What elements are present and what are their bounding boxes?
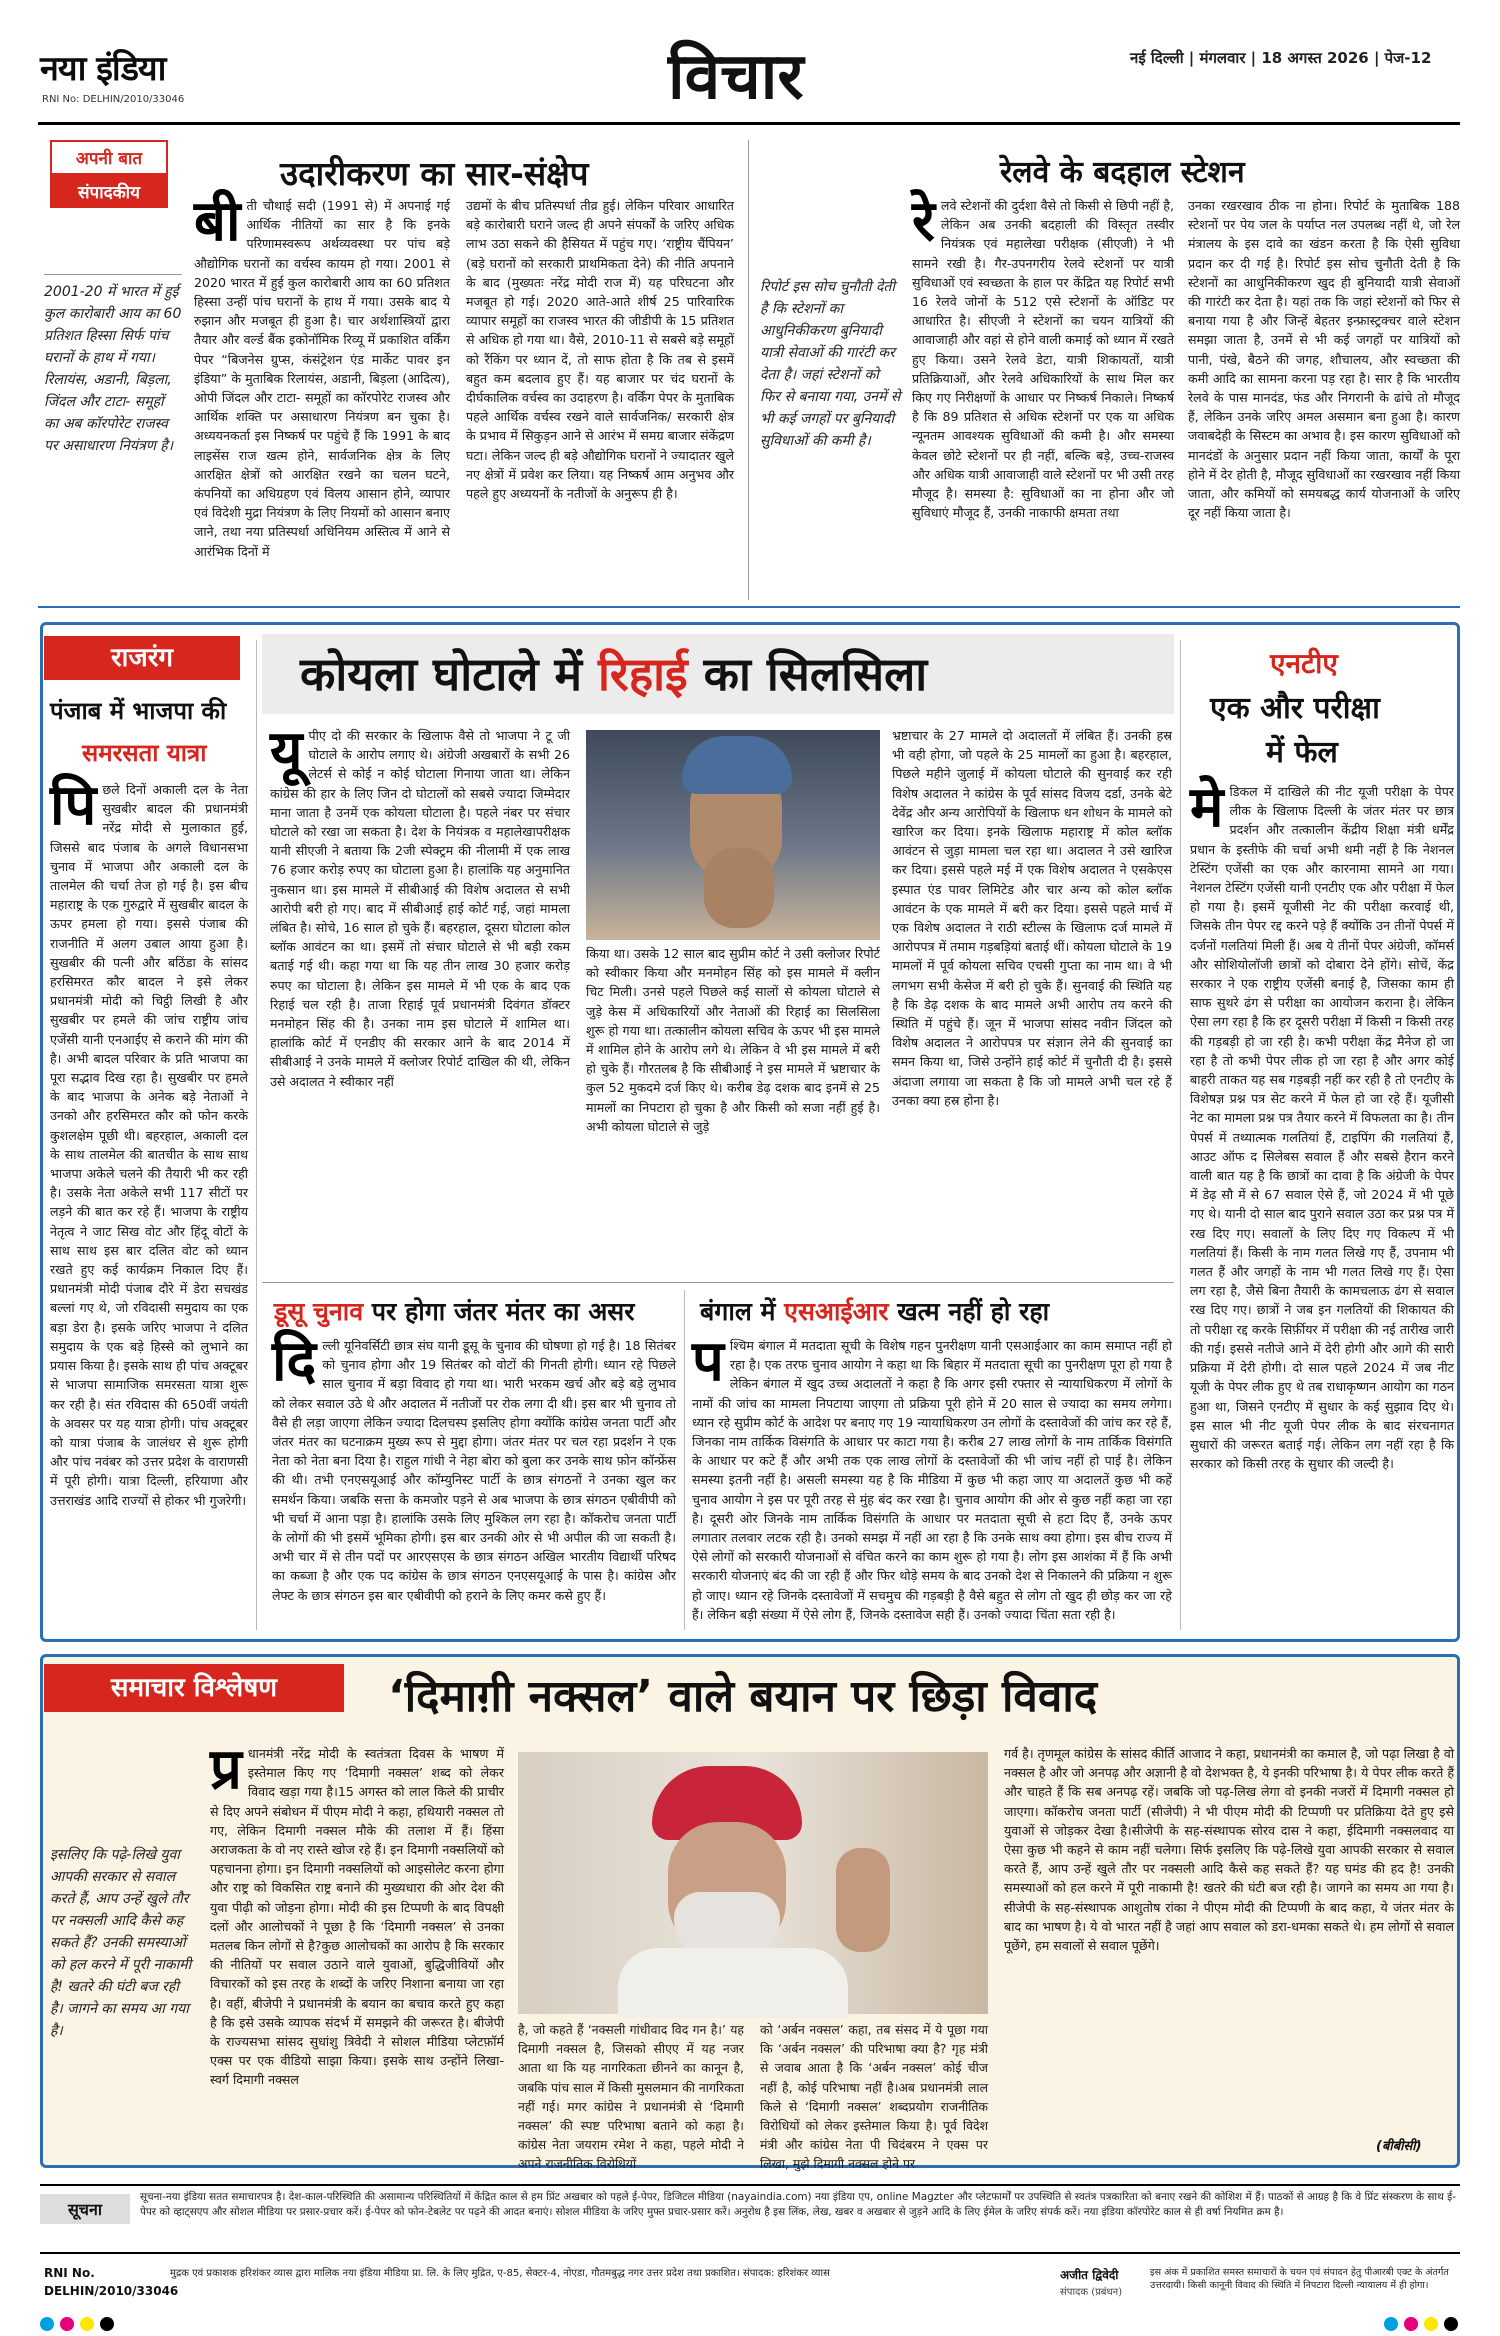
imprint-rni-label: RNI No.	[44, 2266, 95, 2280]
coal-headline	[300, 642, 927, 704]
railway-column-1: रेलवे स्टेशनों की दुर्दशा वैसे तो किसी से छिपी नहीं है, लेकिन अब उनकी बदहाली की विस्तृत तस्वीर नियंत्रक एवं महालेखा परीक्षक (सीएजी) ने भी सामने रखी है। गैर-उपनगरीय रेलवे स्टेशनों पर यात्री सुविधाओं एवं स्वच्छता के हाल पर केंद्रित यह रिपोर्ट सभी 16 रेलवे जोनों के 512 एसे स्टेशनों के ऑडिट पर आधारित है। सीएजी ने स्टेशनों का चयन यात्रियों की आवाजाही और वहां से होने वाली कमाई को ध्यान में रखते हुए किया। उसने रेलवे डेटा, यात्री शिकायतों, यात्री प्रतिक्रियाओं, और रेलवे अधिकारियों के साथ मिल कर किए गए निरीक्षणों के आधार पर निष्कर्ष निकाले। निष्कर्ष है कि 89 प्रतिशत से अधिक स्टेशनों पर एक या अधिक न्यूनतम आवश्यक सुविधाओं की कमी है। और समस्या केवल छोटे स्टेशनों पर ही नहीं, बल्कि बड़े, उच्च-राजस्व और अधिक यात्री आवाजाही वाले स्टेशनों पर भी उसी तरह मौजूद है। समस्या है: सुविधाओं का ना होना और जो सुविधाएं मौजूद हैं, उनकी नाकाफी क्षमता तथा	[912, 189, 1174, 521]
tag-sampadakiya: संपादकीय	[50, 175, 168, 208]
notice-text: सूचना-नया इंडिया सतत समाचारपत्र है। देश-काल-परिस्थिति की असामान्य परिस्थितियों में केंद्रित काल से हम प्रिंट अखबार को पहले ई-पेपर, डिजिटल मीडिया (nayaindia.com) नया इंडिया एप, online Magzter और प्लेटफार्मों पर उपस्थिति से स्वतंत्र पत्रकारिता को बनाए रखने की कोशिश में हैं। पाठकों से आग्रह है कि वे प्रिंट संस्करण के साथ ई-पेपर को व्हाट्सएप और सोशल मीडिया पर प्रसार-प्रचार करें। ई-पेपर को फोन-टेबलेट पर पढ़ने की आदत बनाएं। सोशल मीडिया के जरिए मुफ्त प्रचार-प्रसार करें। अनुरोध है इस लिंक, लेख, खबर व अखबार से जुड़ने आदि के लिए ईमेल के जरिए संपर्क करें। नया इंडिया कॉरपोरेट काल से ही वर्षा नियमित क्रम है।	[140, 2191, 1456, 2218]
railway-column-2: उनका रखरखाव ठीक ना होना। रिपोर्ट के मुताबिक 188 स्टेशनों पर पेय जल के पर्याप्त नल उपलब्ध नहीं थे, जो रेल मंत्रालय के इस दावे का खंडन करता है कि ऐसी सुविधा प्रदान कर दी गई है। रिपोर्ट इस सोच चुनौती देती है कि स्टेशनों का आधुनिकीकरण खुद ही बुनियादी यात्री सेवाओं की गारंटी कर देता है। यहां तक कि जहां स्टेशनों को फिर से बनाया गया है और जिन्हें बेहतर इन्फ्रास्ट्रक्चर वाले स्टेशन समझा जाता है, उनमें से भी कई जगहों पर यात्रियों को पानी, पंखे, बैठने की जगह, शौचालय, और स्वच्छता की कमी आदि का सामना करना पड़ रहा है। सार है कि भारतीय रेलवे के पास मानदंड, फंड और निगरानी के ढांचे तो मौजूद हैं, लेकिन उनके जरिए अमल असमान बना हुआ है। कारण जवाबदेही के सिस्टम का अभाव है। इस कारण सुविधाओं को मानदंडों के अनुसार प्रदान नहीं किया जाता, कार्यों के पूरा होने में देर होती है, मौजूद सुविधाओं का रखरखाव नहीं किया जाता, और कमियों को समयबद्ध कार्य योजनाओं के जरिए दूर नहीं किया जाता है।	[1188, 198, 1460, 521]
coal-bottom-rule	[262, 1282, 1174, 1283]
editorial-pull-quote: 2001-20 में भारत में हुई कुल कारोबारी आय का 60 प्रतिशत हिस्सा सिर्फ पांच घरानों के हाथ में गया। रिलायंस, अडानी, बिड़ला, जिंदल और टाटा- समूहों का अब कॉरपोरेट राजस्व पर असाधारण नियंत्रण है।	[44, 274, 182, 457]
editorial-column-2: उद्यमों के बीच प्रतिस्पर्धा तीव्र हुई। लेकिन परिवार आधारित बड़े कारोबारी घराने जल्द ही अपने संपर्कों के जरिए अधिक लाभ उठा सकने की हैसियत में पहुंच गए। ‘राष्ट्रीय चैंपियन’ (बड़े घरानों को सरकारी प्राथमिकता देने) की नीति अपनाने के बाद (मुख्यतः नरेंद्र मोदी राज में) यह परिघटना और मजबूत हो गई। 2020 आते-आते शीर्ष 25 पारिवारिक व्यापार समूहों का राजस्व भारत की जीडीपी के 15 प्रतिशत से अधिक हो गया था। वैसे, 2010-11 से सबसे बड़े समूहों को रैंकिंग पर ध्यान दें, तो साफ होता है कि तब से इसमें बहुत कम बदलाव हुए हैं। यह बाजार पर चंद घरानों के दीर्घकालिक वर्चस्व का उदाहरण है। वर्किंग पेपर के मुताबिक पहले आर्थिक वर्चस्व रखने वाले सार्वजनिक/ सरकारी क्षेत्र के प्रभाव में सिकुड़न आने से आरंभ में समग्र बाजार संकेंद्रण घटा। लेकिन जल्द ही बड़े औद्योगिक घरानों ने ज्यादातर खुले नए क्षेत्रों में प्रवेश कर लिया। यह निष्कर्ष आम अनुभव और पहले हुए अध्ययनों के नतीजों के अनुरूप ही है।	[466, 198, 734, 502]
dusu-headline	[274, 1294, 634, 1328]
imprint-bar	[40, 2260, 1460, 2312]
photo-hand	[836, 1848, 890, 1952]
section-title: विचार	[668, 40, 804, 114]
rajrang-body: पिछले दिनों अकाली दल के नेता सुखबीर बादल की प्रधानमंत्री नरेंद्र मोदी से मुलाकात हुई, जिससे बाद पंजाब के अगले विधानसभा चुनाव में भाजपा और अकाली दल के तालमेल की चर्चा तेज हो गई है। इस बीच महाराष्ट्र के एक गुरुद्वारे में सुखबीर बादल के ऊपर हमला हो गया। इससे पंजाब की राजनीति में अलग उबाल आया हुआ है। सुखबीर की पत्नी और बठिंडा के सांसद हरसिमरत कौर बादल ने इसे लेकर प्रधानमंत्री मोदी को चिट्ठी लिखी है और सुखबीर पर हमले की जांच राष्ट्रीय जांच एजेंसी यानी एनआईए से कराने की मांग की है। अभी बादल परिवार के प्रति भाजपा का पूरा सद्भाव दिख रहा है। सुखबीर पर हमले के बाद भाजपा के अनेक बड़े नेताओं ने उनको और हरसिमरत कौर को फोन करके कुशलक्षेम पूछी थी। बहरहाल, अकाली दल के साथ तालमेल की बातचीत के साथ साथ भाजपा अकेले चलने की तैयारी भी कर रही है। उसके नेता अकेले सभी 117 सीटों पर लड़ने की बात कर रहे हैं। भाजपा के राष्ट्रीय नेतृत्व ने जाट सिख वोट और हिंदू वोटों के साथ साथ इस बार दलित वोट को ध्यान रखते हुए कई कार्यक्रम निकाल दिए हैं। प्रधानमंत्री मोदी पंजाब दौरे में डेरा सचखंड बल्लां गए थे, जो रविदासी समुदाय का एक बड़ा डेरा है। इसके जरिए भाजपा ने दलित समुदाय के एक बड़े हिस्से को लुभाने का प्रयास किया है। इसके साथ ही पांच अक्टूबर से भाजपा सामाजिक समरसता यात्रा शुरू कर रही है। संत रविदास की 650वीं जयंती के अवसर पर यह यात्रा होगी। पांच अक्टूबर को यात्रा पंजाब के जालंधर से शुरू होगी और पांच नवंबर को उत्तर प्रदेश के वाराणसी में पूरी होगी। यात्रा दिल्ली, हरियाणा और उत्तराखंड आदि राज्यों से होकर भी गुजरेगी।	[50, 773, 248, 1508]
dusu-headline-b: पर होगा जंतर मंतर का असर	[371, 1297, 635, 1326]
dusu-body: दिल्ली यूनिवर्सिटी छात्र संघ यानी डूसू के चुनाव की घोषणा हो गई है। 18 सितंबर को चुनाव होगा और 19 सितंबर को वोटों की गिनती होगी। ध्यान रहे पिछले साल चुनाव में बड़ा विवाद हो गया था। भारी भरकम खर्च और बड़े बड़े लुभाव को लेकर सवाल उठे थे और अदालत में नतीजों पर रोक लगा दी थी। इस बार भी चुनाव तो वैसे ही लड़ा जाएगा लेकिन ज्यादा दिलचस्प इसलिए होगा क्योंकि कांग्रेस जनता पार्टी और जंतर मंतर का घटनाक्रम मुख्य रूप से मुद्दा होगा। जंतर मंतर पर चल रहा प्रदर्शन ने एक नेता को नेता बना दिया है। राहुल गांधी ने नेहा बोरा को बुला कर उनके साथ फ़ोन कॉन्फ्रेंस की थी। तभी एनएसयूआई और कॉम्युनिस्ट पार्टी के छात्र संगठनों ने उनका खुल कर समर्थन किया। जबकि सत्ता के कमजोर पड़ने से अब भाजपा के छात्र संगठन एबीवीपी को भी चर्चा में आना पड़ा है। हालांकि उसके लिए मुश्किल लग रहा है। कॉकरोच जनता पार्टी के लोगों की भी इसमें भूमिका होगी। इस बार उनकी ओर से भी अपील की जा सकती है। अभी चार में से तीन पदों पर आरएसएस के छात्र संगठन अखिल भारतीय विद्यार्थी परिषद का कब्जा है और एक पद कांग्रेस के छात्र संगठन एनएसयूआई के पास है। कांग्रेस और लेफ्ट के छात्र संगठन इस बार एबीवीपी को हराने के लिए कमर कसे हुए हैं।	[272, 1329, 676, 1603]
bengal-headline-a: बंगाल में	[700, 1297, 776, 1326]
coal-headline-c: का सिलसिला	[703, 647, 928, 701]
notice-bar	[40, 2184, 1460, 2254]
analysis-column-4: गर्व है। तृणमूल कांग्रेस के सांसद कीर्ति आजाद ने कहा, प्रधानमंत्री का कमाल है, जो पढ़ा लिखा है वो नक्सल है और जो अनपढ़ और अज्ञानी है वो देशभक्त है, ये इनकी परिभाषा है। ये पेपर लीक करते हैं और चाहते हैं कि सब अनपढ़ रहें। जबकि जो पढ़-लिख लेगा वो इनकी नजरों में दिमागी नक्सल हो जाएगा। कॉकरोच जनता पार्टी (सीजेपी) ने भी पीएम मोदी की टिप्पणी पर प्रतिक्रिया देते हुए इसे युवाओं से जोड़कर देखा है।सीजेपी के सह-संस्थापक सोरव दास ने कहा, ईदिमागी नक्सलवाद या ऐसा कुछ भी कहने से काम नहीं चलेगा। सिर्फ इसलिए कि पढ़े-लिखे युवा आपकी सरकार से सवाल करते हैं, आप उन्हें खुले तौर पर नक्सली आदि कैसे कह सकते हैं? यह घमंड की हद है! उनकी समस्याओं को हल करने में पूरी नाकामी है! खतरे की घंटी बज रही है। जागने का समय आ गया है। सीजेपी के सह-संस्थापक आशुतोष रांका ने पीएम मोदी की टिप्पणी के बाद कहा, ये जंतर मंतर के बाद का भाषण है। ये वो भारत नहीं है जहां आप सवाल को डरा-धमका सकते थे। हम लोगों से सवाल पूछेंगे, हम सवालों से सवाल पूछेंगे।	[1004, 1746, 1455, 1954]
masthead-rni: RNI No: DELHIN/2010/33046	[42, 94, 185, 105]
analysis-column-1: प्रधानमंत्री नरेंद्र मोदी के स्वतंत्रता दिवस के भाषण में इस्तेमाल किए गए ‘दिमागी नक्सल’ शब्द को लेकर विवाद खड़ा गया है।15 अगस्त को लाल किले की प्राचीर से दिए अपने संबोधन में पीएम मोदी ने कहा, हथियारी नक्सल तो गए, लेकिन दिमागी नक्सल मौके की तलाश में हैं। हिंसा अराजकता के वो नए रास्ते खोज रहे हैं। इन दिमागी नक्सलियों को पहचानना होगा। इन दिमागी नक्सलियों को आइसोलेट करना होगा और राष्ट्र को विकसित राष्ट्र बनाने की मुख्यधारा की ओर देश की युवा पीढ़ी को जोड़ना होगा। मोदी की इस टिप्पणी के बाद विपक्षी दलों और आलोचकों ने पूछा है कि ‘दिमागी नक्सल’ से उनका मतलब किन लोगों से है?कुछ आलोचकों का आरोप है कि सरकार की नीतियों पर सवाल उठाने वाले युवाओं, बुद्धिजीवियों और विचारकों को इस तरह के शब्दों के जरिए निशाना बनाया जा रहा है। वहीं, बीजेपी ने प्रधानमंत्री के बयान का बचाव करते हुए कहा है कि इसे उसके व्यापक संदर्भ में समझने की जरूरत है। बीजेपी के राज्यसभा सांसद सुधांशु त्रिवेदी ने सोशल मीडिया प्लेटफ़ॉर्म एक्स पर एक वीडियो साझा किया। इसके साथ उन्होंने लिखा- स्वर्ग दिमागी नक्सल	[210, 1737, 504, 2088]
rajrang-headline-2: समरसता यात्रा	[82, 739, 207, 767]
analysis-pull-quote: इसलिए कि पढ़े-लिखे युवा आपकी सरकार से सवाल करते हैं, आप उन्हें खुले तौर पर नक्सली आदि कैसे कह सकते हैं? उनकी समस्याओं को हल करने में पूरी नाकामी है! खतरे की घंटी बज रही है। जागने का समय आ गया है।	[50, 1847, 192, 2039]
photo-kurta	[618, 1948, 848, 2018]
rajrang-tag: राजरंग	[44, 636, 240, 680]
editorial-bottom-rule	[38, 606, 1460, 608]
bengal-headline-b: एसआईआर	[784, 1297, 889, 1326]
railway-pull-quote: रिपोर्ट इस सोच चुनौती देती है कि स्टेशनों का आधुनिकीकरण बुनियादी यात्री सेवाओं की गारंटी कर देता है। जहां स्टेशनों को फिर से बनाया गया, उनमें से भी कई जगहों पर बुनियादी सुविधाओं की कमी है।	[760, 279, 901, 449]
vertical-divider	[1180, 640, 1181, 1630]
imprint-editor-role: संपादक (प्रबंधन)	[1060, 2287, 1123, 2298]
modi-photo	[518, 1752, 988, 2014]
vertical-divider	[748, 140, 749, 600]
nta-headline-3: में फेल	[1266, 735, 1338, 770]
masthead	[0, 0, 1500, 132]
imprint-editor: अजीत द्विवेदी	[1060, 2268, 1119, 2282]
coal-column-3: भ्रष्टाचार के 27 मामले दो अदालतों में लंबित हैं। उनकी हस्र भी वही होगा, जो पहले के 25 मामलों का हुआ है। बहरहाल, पिछले महीने जुलाई में कोयला घोटाले की सुनवाई कर रही विशेष अदालत ने कांग्रेस के पूर्व सांसद विजय दर्डा, उनके बेटे देवेंद्र और अन्य आरोपियों के खिलाफ धन शोधन के मामले को खारिज कर दिया। इनके खिलाफ महाराष्ट्र में कोल ब्लॉक आवंटन से जुड़ा मामला चल रहा था। अदालत ने उसे खारिज कर दिया। इससे पहले मई में एक विशेष अदालत ने एसकेएस इस्पात एंड पावर लिमिटेड और चार अन्य को कोल ब्लॉक आवंटन के एक मामले में बरी कर दिया। इससे पहले मार्च में एक विशेष अदालत ने राठी स्टील्स के खिलाफ दर्ज मामले में आरोपपत्र में तमाम गड़बड़ियां बताई थीं। कोयला घोटाले के 19 मामलों में पूर्व कोयला सचिव एचसी गुप्ता का नाम था। वे भी लगभग सभी केसेज में बरी हो चुके हैं। सुनवाई की स्थिति यह है कि डेढ़ दशक के बाद मामले अभी आरोप तय करने की स्थिति में पहुंचे हैं। जून में भाजपा सांसद नवीन जिंदल को विशेष अदालत ने आरोपपत्र पर संज्ञान लेने की सुनवाई का समन किया था, जिसे उन्होंने हाई कोर्ट में चुनौती दी है। इससे अंदाजा लगाया जा सकता है कि जो मामले अभी चल रहे हैं उनका क्या हस्र होना है।	[892, 728, 1172, 1108]
nta-headline-1: एनटीए	[1270, 647, 1338, 680]
notice-label: सूचना	[40, 2194, 130, 2224]
bengal-headline-c: खत्म नहीं हो रहा	[897, 1297, 1050, 1326]
analysis-headline: ‘दिमाग़ी नक्सल’ वाले बयान पर छिड़ा विवाद	[388, 1671, 1098, 1722]
analysis-byline: (बीबीसी)	[1376, 2139, 1422, 2154]
railway-headline: रेलवे के बदहाल स्टेशन	[1000, 155, 1245, 190]
imprint-disclaimer: इस अंक में प्रकाशित समस्त समाचारों के चयन एवं संपादन हेतु पीआरबी एक्ट के अंतर्गत उत्तरदायी। किसी कानूनी विवाद की स्थिति में निपटारा दिल्ली न्यायालय में ही होगा।	[1150, 2267, 1449, 2291]
coal-column-1: यूपीए दो की सरकार के खिलाफ वैसे तो भाजपा ने टू जी घोटाले के आरोप लगाए थे। अंग्रेजी अखबारों के सभी 26 लेटर्स से कोई न कोई घोटाला गिनाया जाता था। लेकिन कांग्रेस की हार के लिए जिन दो घोटालों को सबसे ज्यादा जिम्मेदार माना जाता है उनमें एक कोयला घोटाला है। पहले नंबर पर संचार घोटाले को रखा जा सकता है। देश के नियंत्रक व महालेखापरीक्षक यानी सीएजी ने बताया कि 2जी स्पेक्ट्रम की नीलामी में एक लाख 76 हजार करोड़ रुपए का घोटाला हुआ है। हालांकि यह अनुमानित नुकसान था। इस मामले में सीबीआई की विशेष अदालत से सभी आरोपी बरी हो गए। बाद में सीबीआई हाई कोर्ट गई, जहां मामला लंबित है। सोचे, 16 साल हो चुके हैं। बहरहाल, दूसरा घोटाला कोल ब्लॉक आवंटन का था। इसमें तो संचार घोटाले से भी बड़ी रकम बताई गई थी। कहा गया था कि यह तीन लाख 30 हजार करोड़ रुपए का घोटाला है। लेकिन इस मामले में भी एक के बाद एक रिहाई चल रही है। ताजा रिहाई पूर्व प्रधानमंत्री दिवंगत डॉक्टर मनमोहन सिंह की है। उनका नाम इस घोटाले में शामिल था। हालांकि कोर्ट में एनडीए की सरकार आने के बाद 2014 में सीबीआई ने उनके मामले में क्लोजर रिपोर्ट दाखिल की थी, लेकिन उसे अदालत ने स्वीकार नहीं	[270, 719, 570, 1089]
registration-marks-left	[40, 2316, 120, 2335]
dateline: नई दिल्ली | मंगलवार | 18 अगस्त 2026 | पेज-12	[1130, 49, 1432, 67]
bengal-headline	[700, 1294, 1049, 1328]
manmohan-singh-photo	[586, 730, 880, 940]
analysis-tag: समाचार विश्लेषण	[44, 1664, 344, 1712]
photo-hand	[704, 848, 774, 928]
photo-turban	[682, 736, 792, 794]
analysis-column-3: को ‘अर्बन नक्सल’ कहा, तब संसद में ये पूछा गया कि ‘अर्बन नक्सल’ की परिभाषा क्या है? गृह मंत्री से जवाब आता है कि ‘अर्बन नक्सल’ कोई चीज नहीं है, कोई परिभाषा नहीं है।अब प्रधानमंत्री लाल किले से ‘दिमागी नक्सल’ शब्दप्रयोग राजनीतिक विरोधियों को लेकर इस्तेमाल किया है। पूर्व विदेश मंत्री और कांग्रेस नेता पी चिदंबरम ने एक्स पर लिखा, मुझे दिमागी नक्सल होने पर	[760, 2022, 988, 2172]
editorial-column-1: बीती चौथाई सदी (1991 से) में अपनाई गई आर्थिक नीतियों का सार है कि इनके परिणामस्वरूप अर्थव्यवस्था पर पांच बड़े औद्योगिक घरानों का वर्चस्व कायम हो गया। 2001 से 2020 भारत में हुई कुल कारोबारी आय का 60 प्रतिशत हिस्सा उन्हीं पांच घरानों के हाथ में गया। उसके बाद ये रुझान और मजबूत ही हुआ है। चार अर्थशास्त्रियों द्वारा तैयार और वर्ल्ड बैंक इकोनॉमिक रिव्यू में प्रकाशित वर्किंग पेपर “बिजनेस ग्रुप्स, कंसंट्रेशन एंड मार्केट पावर इन इंडिया” के मुताबिक रिलायंस, अडानी, बिड़ला (आदित्य), ओपी जिंदल और टाटा- समूहों का कॉरपोरेट राजस्व और आर्थिक शक्ति पर असाधारण नियंत्रण बन चुका है। अध्ययनकर्ता इस निष्कर्ष पर पहुंचे हैं कि 1991 के बाद लाइसेंस राज खत्म होने, सार्वजनिक क्षेत्र के लिए आरक्षित क्षेत्रों को आरक्षित रखने का चलन घटने, कंपनियों का अधिग्रहण एवं विलय आसान होने, व्यापार एवं विदेशी मुद्रा नियंत्रण के लिए नियमों को आसान बनाए जाने, तथा नया प्रतिस्पर्धा अधिनियम अस्तित्व में आने से आरंभिक दिनों में	[194, 189, 450, 559]
logo: नया इंडिया	[40, 49, 166, 89]
imprint-text: मुद्रक एवं प्रकाशक हरिशंकर व्यास द्वारा मालिक नया इंडिया मीडिया प्रा. लि. के लिए मुद्रित, ए-85, सेक्टर-4, नोएडा, गौतमबुद्ध नगर उत्तर प्रदेश तथा प्रकाशित। संपादक: हरिशंकर व्यास	[170, 2268, 830, 2279]
coal-headline-a: कोयला घोटाले में	[300, 647, 582, 701]
coal-headline-b: रिहाई	[597, 647, 688, 701]
imprint-rni-value: DELHIN/2010/33046	[44, 2284, 179, 2298]
dusu-headline-a: डूसू चुनाव	[274, 1297, 364, 1326]
vertical-divider	[684, 1290, 685, 1630]
vertical-divider	[256, 640, 257, 1630]
editorial-tag	[50, 140, 168, 208]
analysis-column-2: है, जो कहते हैं ‘नक्सली गांधीवाद विद गन है।’ यह दिमागी नक्सल है, जिसको सीएए में यह नजर आता था कि यह नागरिकता छीनने का कानून है, जबकि पांच साल में किसी मुसलमान की नागरिकता नहीं गई। मगर कांग्रेस ने प्रधानमंत्री से ‘दिमागी नक्सल’ की स्पष्ट परिभाषा बताने को कहा है।कांग्रेस नेता जयराम रमेश ने कहा, पहले मोदी ने अपने राजनीतिक विरोधियों	[518, 2022, 744, 2172]
nta-headline-2: एक और परीक्षा	[1210, 691, 1380, 726]
masthead-rule	[38, 122, 1460, 125]
coal-column-2: किया था। उसके 12 साल बाद सुप्रीम कोर्ट ने उसी क्लोजर रिपोर्ट को स्वीकार किया और मनमोहन सिंह को इस मामले में क्लीन चिट मिली। उनसे पहले पिछले कई सालों से कोयला घोटाले से जुड़े केस में अधिकारियों और नेताओं की रिहाई का सिलसिला शुरू हो गया था। तत्कालीन कोयला सचिव के ऊपर भी इस मामले में शामिल होने के आरोप लगे थे। लेकिन वे भी इस मामले में बरी हो चुके हैं। गौरतलब है कि सीबीआई ने इस मामले में भ्रष्टाचार के कुल 52 मुकदमे दर्ज किए थे। करीब डेढ़ दशक बाद इनमें से 25 मामलों का निपटारा हो चुका है और किसी को सजा नहीं हुई है। अभी कोयला घोटाले से जुड़े	[586, 946, 880, 1134]
rajrang-headline-1: पंजाब में भाजपा की	[50, 697, 227, 725]
editorial-headline: उदारीकरण का सार-संक्षेप	[280, 154, 589, 193]
bengal-body: पश्चिम बंगाल में मतदाता सूची के विशेष गहन पुनरीक्षण यानी एसआईआर का काम समाप्त नहीं हो रहा है। एक तरफ चुनाव आयोग ने कहा था कि बिहार में मतदाता सूची का पुनरीक्षण पूरा हो गया है लेकिन बंगाल में खुद उच्च अदालतों ने कहा है कि अगर इसी रफ्तार से न्यायाधिकरण में लोगों के नामों की जांच का मामला निपटाया जाएगा तो प्रक्रिया पूरी होने में 20 साल से ज्यादा का समय लगेगा। ध्यान रहे सुप्रीम कोर्ट के आदेश पर बनाए गए 19 न्यायाधिकरण उन लोगों के दस्तावेजों की जांच कर रहे हैं, जिनका नाम तार्किक विसंगति के आधार पर काटा गया है। करीब 27 लाख लोगों के नाम तार्किक विसंगति के आधार पर कटे हैं और अभी तक एक लाख लोगों के दस्तावेजों की भी जांच नहीं हो पाई है। लेकिन समस्या इतनी नहीं है। असली समस्या यह है कि मीडिया में कुछ भी कहा जाए या अदालतें कुछ भी कहें चुनाव आयोग ने इस पर पूरी तरह से मुंह बंद कर रखा है। चुनाव आयोग की ओर से कुछ नहीं कहा जा रहा है। दूसरी ओर जिनके नाम तार्किक विसंगति के आधार पर मतदाता सूची से हटा दिए हैं, उनके ऊपर लगातार तलवार लटक रही है। उनको समझ में नहीं आ रहा है कि उनके साथ क्या होगा। इस बीच राज्य में ऐसे लोगों को सरकारी योजनाओं से वंचित करने का काम शुरू हो गया है। लोग इस आशंका में हैं कि अभी सरकारी योजनाएं बंद की जा रही हैं और फिर थोड़े समय के बाद उनको देश से निकालने की प्रक्रिया न शुरू हो जाए। ध्यान रहे जिनके दस्तावेजों में सचमुच की गड़बड़ी है वैसे बहुत से लोग तो खुद ही छोड़ कर जा रहे हैं। लेकिन बड़ी संख्या में ऐसे लोग हैं, जिनके दस्तावेज सही हैं। उनको ज्यादा चिंता सता रही है।	[692, 1329, 1172, 1622]
registration-marks-right	[1384, 2316, 1464, 2335]
nta-body: मेडिकल में दाखिले की नीट यूजी परीक्षा के पेपर लीक के खिलाफ दिल्ली के जंतर मंतर पर छात्र प्रदर्शन और तत्कालीन केंद्रीय शिक्षा मंत्री धर्मेंद्र प्रधान के इस्तीफे की चर्चा अभी थमी नहीं है कि नेशनल टेस्टिंग एजेंसी का एक और कारनामा सामने आ गया। नेशनल टेस्टिंग एजेंसी यानी एनटीए एक और परीक्षा में फेल हो गया है। इसमें यूजीसी नेट की परीक्षा करवाई थी, जिसके तीन पेपर रद्द करने पड़े हैं क्योंकि उन तीनों पेपर्स में दर्जनों गलतियां मिली हैं। अब ये तीनों पेपर अंग्रेजी, कॉमर्स और सोशियोलॉजी छात्रों को दोबारा देने होंगे। सोचें, केंद्र सरकार ने एक राष्ट्रीय एजेंसी बनाई है, जिसका काम ही साफ सुथरे ढंग से परीक्षा का आयोजन कराना है। लेकिन ऐसा लग रहा है कि हर दूसरी परीक्षा में किसी न किसी तरह की गड़बड़ी हो जा रही है। कभी परीक्षा केंद्र मैनेज हो जा रहा है तो कभी पेपर लीक हो जा रहा है और अगर कोई बाहरी ताकत यह सब गड़बड़ी नहीं कर रही है तो एनटीए के विशेषज्ञ प्रश्न पत्र सेट करने में फेल हो जा रहे हैं। यूजीसी नेट का मामला प्रश्न पत्र तैयार करने में विफलता का है। तीन पेपर्स में तथ्यात्मक गलतियां हैं, टाइपिंग की गलतियां हैं, आउट ऑफ द सिलेबस सवाल हैं और सबसे हैरान करने वाली बात यह है कि छात्रों का दावा है कि अंग्रेजी के पेपर में डेढ़ सौ में से 67 सवाल ऐसे हैं, जो 2024 में भी पूछे गए थे। यानी दो साल बाद पुराने सवाल उठा कर प्रश्न पत्र में रख दिए गए। सवालों के लिए दिए गए विकल्प में भी गलतियां हैं। किसी के नाम गलत लिखे गए हैं, उपनाम भी गलत हैं और जगहों के नाम भी गलत लिखे गए हैं। ऐसा लग रहा है, जैसे बिना तैयारी के कामचलाऊ ढंग से सवाल रख दिए गए। छात्रों ने जब इन गलतियों की शिकायत की तो परीक्षा रद्द करके सिर्फ़ीयर में परीक्षा की नई तारीख जारी की गई। इससे नतीजे आने में देरी होगी और आगे की सारी प्रक्रिया में देरी होगी। दो साल पहले 2024 में जब नीट यूजी के पेपर लीक हुए थे तब राधाकृष्णन आयोग का गठन हुआ था, जिसने एनटीए में सुधार के कई सुझाव दिए थे। इस साल भी नीट यूजी पेपर लीक के बाद संरचनागत सुधारों की जरूरत बताई गई। लेकिन लग नहीं रहा है कि सरकार को किसी तरह के सुधार की जल्दी है।	[1190, 775, 1454, 1472]
tag-apni-baat: अपनी बात	[50, 140, 168, 175]
